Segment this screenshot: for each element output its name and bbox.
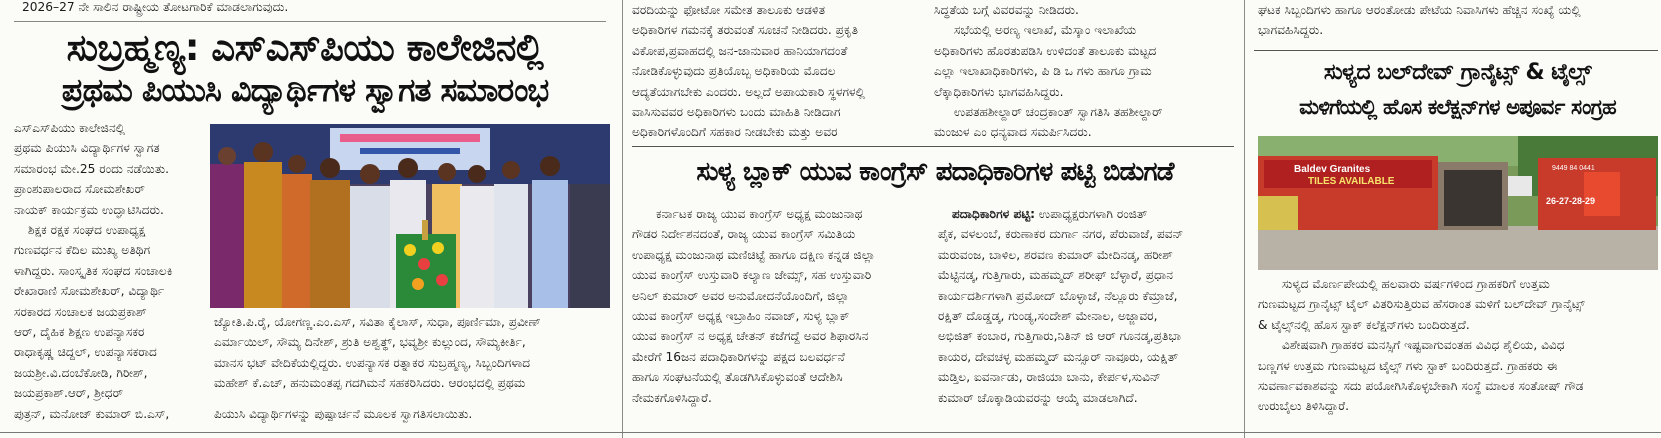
caption-line: ಮಾನಸ ಭಟ್ ವೇದಿಕೆಯಲ್ಲಿದ್ದರು. ಉಪನ್ಯಾಸಕ ರತ್ನಾಕರ ಸುಬ್ರಹ್ಮಣ್ಯ, ಸಿಬ್ಬಂದಿಗಳಾದ	[214, 355, 531, 370]
body-line: ಬಣ್ಣಗಳ ಉತ್ತಮ ಗುಣಮಟ್ಟದ ಟೈಲ್ಸ್ ಗಳು ಸ್ಟಾಕ್ ಬಂದಿರುತ್ತದೆ. ಗ್ರಾಹಕರು ಈ	[1258, 358, 1558, 373]
body-line: ಹಾಗೂ ಸಂಘಟನೆಯಲ್ಲಿ ತೊಡಗಿಸಿಕೊಳ್ಳುವಂತೆ ಆದೇಶಿಸಿ	[632, 370, 843, 385]
body-line: ಅಭಿಜಿತ್ ಕಂಬಾರ, ಗುತ್ತಿಗಾರು,ನಿತಿನ್ ಜಿ ಆರ್ ಗೂನಡ್ಕ,ಪ್ರತಿಭಾ	[938, 329, 1182, 344]
body-line: ಸುವರ್ಣಾವಕಾಶವನ್ನು ಸದು ಪಯೋಗಿಸಿಕೊಳ್ಳಬೇಕಾಗಿ ಸಂಸ್ಥೆ ಮಾಲಕ ಸಂತೋಷ್ ಗೌಡ	[1258, 379, 1584, 394]
officers-list-label: ಪದಾಧಿಕಾರಿಗಳ ಪಟ್ಟಿ:	[952, 207, 1036, 221]
top-continued	[1258, 0, 1658, 41]
body-line: ಯುವ ಕಾಂಗ್ರೆಸ್ ಉಸ್ತುವಾರಿ ಕಲ್ಯಾಣ ಜೇಮ್ಸ್, ಸಹ ಉಸ್ತುವಾರಿ	[632, 268, 872, 283]
body-line: ಮರುವಂಜ, ಬಾಳಿಲ, ಶರವಣ ಕುಮಾರ್ ಮೇದಿನಡ್ಕ, ಹರೀಶ್	[938, 247, 1173, 262]
headline-line-1: ಸುಬ್ರಹ್ಮಣ್ಯ: ಎಸ್‌ಎಸ್‌ಪಿಯು ಕಾಲೇಜಿನಲ್ಲಿ	[66, 26, 544, 69]
body-line: ಗುಣಮಟ್ಟದ ಗ್ರಾನೈಟ್ಸ್ ಟೈಲ್ ವಿತರಿಸುತ್ತಿರುವ ಹೆಸರಾಂತ ಮಳಿಗೆ ಬಲ್‌ದೇವ್ ಗ್ರಾನೈಟ್ಸ್	[1258, 297, 1585, 312]
body-line: ನಾಯಕ್ ಕಾರ್ಯಕ್ರಮ ಉದ್ಘಾಟಿಸಿದರು.	[14, 202, 164, 217]
body-line: ಭಾಗವಹಿಸಿದ್ದರು.	[1258, 23, 1324, 38]
body-line: ರಾಧಾಕೃಷ್ಣ ಚಿದ್ದಲ್, ಉಪನ್ಯಾಸಕರಾದ	[14, 345, 157, 360]
headline-line-2: ಪ್ರಥಮ ಪಿಯುಸಿ ವಿದ್ಯಾರ್ಥಿಗಳ ಸ್ವಾಗತ ಸಮಾರಂಭ	[61, 71, 549, 109]
body-line: ಪ್ರಥಮ ಪಿಯುಸಿ ವಿದ್ಯಾರ್ಥಿಗಳ ಸ್ವಾಗತ	[14, 141, 160, 156]
body-line: ಮೆಟ್ಟಿನಡ್ಕ, ಗುತ್ತಿಗಾರು, ಮಹಮ್ಮದ್ ಶರೀಫ್ ಬೆಳ್ಳಾರೆ, ಪ್ರಧಾನ	[938, 268, 1174, 283]
shop-sign-phone: 9449 84 0441	[1552, 165, 1595, 172]
body-line: ಘಟಕ ಸಿಬ್ಬಂದಿಗಳು ಹಾಗೂ ಆರಂತೋಡು ಪೇಟೆಯ ನಿವಾಸಿಗಳು ಹೆಚ್ಚಿನ ಸಂಖ್ಯೆ ಯಲ್ಲಿ	[1258, 3, 1581, 17]
body-line: ರೇಖಾರಾಣಿ ಸೋಮಶೇಖರ್, ವಿದ್ಯಾರ್ಥಿ	[14, 284, 165, 299]
event-photo	[210, 124, 610, 308]
body-line: ಅಧಿಕಾರಿಗಳು ಹೊರತುಪಡಿಸಿ ಉಳಿದಂತೆ ತಾಲೂಕು ಮಟ್ಟದ	[934, 43, 1157, 58]
top-line-text: 2026–27 ನೇ ಸಾಲಿನ ರಾಷ್ಟ್ರೀಯ ತೋಟಗಾರಿಕೆ ಮಾಡಲಾಗುವುದು.	[22, 0, 289, 14]
shop-sign-name: Baldev Granites	[1294, 164, 1371, 175]
article-subrahmanya	[0, 0, 610, 438]
caption-line: ಮಹೇಶ್ ಕೆ.ಎಚ್, ಹನುಮಂತಪ್ಪ ಗದಗಿಮನೆ ಸಹಕರಿಸಿದರು. ಆರಂಭದಲ್ಲಿ ಪ್ರಥಮ	[214, 376, 526, 391]
body-line: ಳಾಗಿದ್ದರು. ಸಾಂಸ್ಕೃತಿಕ ಸಂಘದ ಸಂಚಾಲಕಿ	[14, 263, 173, 278]
body-line: ಪೈಕ, ವಳಲಂಬೆ, ಕರುಣಾಕರ ದುರ್ಗಾ ನಗರ, ಪೆರುವಾಜೆ, ಪವನ್	[938, 227, 1184, 242]
column-rule	[1244, 0, 1245, 438]
body-line: ವಿಶೇಷವಾಗಿ ಗ್ರಾಹಕರ ಮನಸ್ಸಿಗೆ ಇಷ್ಟವಾಗುವಂತಹ ವಿವಿಧ ಶೈಲಿಯ, ವಿವಿಧ	[1282, 338, 1565, 353]
article-baldev-granites	[1254, 0, 1661, 438]
body-line: ಸಿದ್ಧತೆಯ ಬಗ್ಗೆ ವಿವರವನ್ನು ನೀಡಿದರು.	[934, 3, 1079, 17]
article-body-left	[632, 204, 932, 408]
caption-line: ಪಿಯುಸಿ ವಿದ್ಯಾರ್ಥಿಗಳನ್ನು ಪುಷ್ಪಾರ್ಚನೆ ಮೂಲಕ ಸ್ವಾಗತಿಸಲಾಯಿತು.	[214, 407, 473, 421]
shop-sign-offer: 26-27-28-29	[1546, 196, 1596, 206]
body-line: ಸಮಾರಂಭ ಮೇ.25 ರಂದು ನಡೆಯಿತು.	[14, 161, 170, 176]
divider	[632, 146, 1234, 147]
body-line: ವಿಕೋಪ,ಪ್ರವಾಹದಲ್ಲಿ ಜನ-ಜಾನುವಾರ ಹಾನಿಯಾಗದಂತೆ	[632, 43, 848, 58]
headline-line-2: ಮಳಿಗೆಯಲ್ಲಿ ಹೊಸ ಕಲೆಕ್ಷನ್‌ಗಳ ಅಪೂರ್ವ ಸಂಗ್ರಹ	[1299, 95, 1616, 119]
body-line: ಪ್ರಾಂಶುಪಾಲರಾದ ಸೋಮಶೇಖರ್	[14, 182, 145, 197]
body-line: ಕಾಯರ, ದೇವಚಳ್ಳ ಮಹಮ್ಮದ್ ಮನ್ಸೂರ್ ನಾವೂರು, ಯಕ್ಷಿತ್	[938, 349, 1179, 364]
body-line: ಆದ್ಯತೆಯಾಗಬೇಕು ಎಂದರು. ಅಲ್ಲದೆ ಅಪಾಯಕಾರಿ ಸ್ಥಳಗಳಲ್ಲಿ	[632, 84, 865, 99]
body-line: ಅಧಿಕಾರಿಗಳೊಂದಿಗೆ ಸಹಕಾರ ನೀಡಬೇಕು ಮತ್ತು ಅವರ	[632, 125, 838, 140]
body-line: ಮಡ್ತಿಲ, ಐವರ್ನಾಡು, ರಾಜಿಯಾ ಬಾನು, ಕೇರ್ಪಳ,ಸುವಿನ್	[938, 370, 1161, 385]
body-line: ಶಿಕ್ಷಕ ರಕ್ಷಕ ಸಂಘದ ಉಪಾಧ್ಯಕ್ಷ	[28, 223, 146, 238]
body-line: ಎಲ್ಲಾ ಇಲಾಖಾಧಿಕಾರಿಗಳು, ಪಿ ಡಿ ಒ ಗಳು ಹಾಗೂ ಗ್ರಾಮ	[934, 64, 1152, 79]
top-right-continued	[934, 0, 1234, 143]
shop-photo	[1258, 136, 1658, 270]
body-line: ಅನಿಲ್ ಕುಮಾರ್ ಅವರ ಅನುಮೋದನೆಯೊಂದಿಗೆ, ಜಿಲ್ಲಾ	[632, 288, 850, 303]
article-body	[1258, 274, 1658, 417]
body-line: ಸಭೆಯಲ್ಲಿ ಅರಣ್ಯ ಇಲಾಖೆ, ಮೆಸ್ಕಾಂ ಇಲಾಖೆಯ	[954, 23, 1137, 38]
body-line: ಆರ್, ದೈಹಿಕ ಶಿಕ್ಷಣ ಉಪನ್ಯಾಸಕರ	[14, 325, 145, 340]
divider	[14, 21, 606, 22]
bottom-rule	[0, 432, 1661, 433]
body-line: ಗೌಡರ ನಿರ್ದೇಶನದಂತೆ, ರಾಜ್ಯ ಯುವ ಕಾಂಗ್ರೆಸ್ ಸಮಿತಿಯ	[632, 227, 856, 242]
body-line: ಕರ್ನಾಟಕ ರಾಜ್ಯ ಯುವ ಕಾಂಗ್ರೆಸ್ ಅಧ್ಯಕ್ಷ ಮಂಜುನಾಥ	[656, 207, 863, 221]
body-line: ಪುತ್ರನ್, ಮನೋಜ್ ಕುಮಾರ್ ಬಿ.ಎಸ್,	[14, 407, 170, 421]
body-line: ಉಪಾಧ್ಯಕ್ಷರುಗಳಾಗಿ ರಂಜಿತ್	[1035, 207, 1148, 221]
body-line: ಸುಳ್ಯದ ಮೊರ್ಣಪೇಯಲ್ಲಿ ಹಲವಾರು ವರ್ಷಗಳಿಂದ ಗ್ರಾಹಕರಿಗೆ ಉತ್ತಮ	[1282, 277, 1550, 291]
photo-caption	[214, 312, 610, 394]
body-line: ಕಾರ್ಯದರ್ಶಿಗಳಾಗಿ ಪ್ರಮೋದ್ ಬೊಳ್ಳಾಜೆ, ನೆಲ್ಲೂರು ಕೆಮ್ರಾಜೆ,	[938, 288, 1178, 303]
top-left-continued	[632, 0, 924, 143]
column-rule	[622, 0, 623, 438]
body-line: ಉರುಬೈಲು ತಿಳಿಸಿದ್ದಾರೆ.	[1258, 399, 1350, 414]
body-line: ಉಪತಹಶೀಲ್ದಾರ್ ಚಂದ್ರಕಾಂತ್ ಸ್ವಾಗತಿಸಿ ತಹಶೀಲ್ದಾರ್	[954, 105, 1163, 120]
headline: ಸುಳ್ಯ ಬ್ಲಾಕ್ ಯುವ ಕಾಂಗ್ರೆಸ್ ಪದಾಧಿಕಾರಿಗಳ ಪಟ್ಟಿ ಬಿಡುಗಡೆ	[696, 157, 1174, 187]
shop-sign-tiles: TILES AVAILABLE	[1308, 176, 1395, 187]
body-line: ಮೇರೆಗೆ 16ಜನ ಪದಾಧಿಕಾರಿಗಳನ್ನು ಪಕ್ಷದ ಬಲವರ್ಧನೆ	[632, 349, 845, 364]
article-body-right	[938, 204, 1238, 408]
body-line: ಕುಮಾರ್ ಚೊಕ್ಕಾಡಿಯವರನ್ನು ಆಯ್ಕೆ ಮಾಡಲಾಗಿದೆ.	[938, 390, 1138, 405]
body-line: ಜಯಪ್ರಕಾಶ್.ಆರ್, ಶ್ರೀಧರ್	[14, 386, 124, 401]
body-line: ವರದಿಯನ್ನು ಫೋಟೋ ಸಮೇತ ತಾಲೂಕು ಆಡಳಿತ	[632, 3, 826, 17]
body-line: ಜಯಶ್ರೀ.ವಿ.ದಂಬೆಕೋಡಿ, ಗಿರೀಶ್,	[14, 365, 148, 380]
body-line: ಸರಕಾರದ ಸಂಚಾಲಕ ಜಯಪ್ರಕಾಶ್	[14, 304, 147, 319]
body-line: ಗುಣವರ್ಧನ ಕೆದಿಲ ಮುಖ್ಯ ಅತಿಥಿಗ	[14, 243, 151, 258]
body-line: ಅಧಿಕಾರಿಗಳ ಗಮನಕ್ಕೆ ತರುವಂತೆ ಸೂಚನೆ ನೀಡಿದರು. ಪ್ರಕೃತಿ	[632, 23, 859, 38]
body-line: ರಕ್ಷಿತ್ ದೊಡ್ಡಡ್ಕ, ಗುಂಡ್ಯ,ಸಂದೇಶ್ ಮೇನಾಲ, ಅಜ್ಜಾವರ,	[938, 309, 1158, 324]
body-line: ಉಪಾಧ್ಯಕ್ಷ ಮಂಜುನಾಥ ಮಣಿಚಿಟ್ಟೆ ಹಾಗೂ ದಕ್ಷಿಣ ಕನ್ನಡ ಜಿಲ್ಲಾ	[632, 247, 876, 262]
body-line: ಯುವ ಕಾಂಗ್ರೆಸ್ ಅಧ್ಯಕ್ಷ ಇಬ್ರಾಹಿಂ ನವಾಜ್, ಸುಳ್ಯ ಬ್ಲಾಕ್	[632, 309, 850, 324]
body-line: ವಾಸಿಸುವವರ ಅಧಿಕಾರಿಗಳು ಬಂದು ಮಾಹಿತಿ ನೀಡಿದಾಗ	[632, 105, 841, 120]
divider	[1254, 50, 1658, 51]
body-line: & ಟೈಲ್ಸ್‌ನಲ್ಲಿ ಹೊಸ ಸ್ಟಾಕ್ ಕಲೆಕ್ಷನ್‌ಗಳು ಬಂದಿರುತ್ತದೆ.	[1258, 317, 1470, 332]
body-line: ಯುವ ಕಾಂಗ್ರೆಸ್ ನ ಅಧ್ಯಕ್ಷ ಚೇತನ್ ಕಜೆಗದ್ದೆ ಅವರ ಶಿಫಾರಸಿನ	[632, 329, 869, 344]
body-line: ಎಸ್‌ಎಸ್‌ಪಿಯು ಕಾಲೇಜಿನಲ್ಲಿ	[14, 121, 125, 135]
article-body	[14, 118, 197, 404]
article-youth-congress	[632, 0, 1238, 438]
caption-line: ಜ್ಯೋತಿ.ಪಿ.ರೈ, ಯೋಗಣ್ಣ.ಎಂ.ಎಸ್, ಸವಿತಾ ಕೈಲಾಸ್, ಸುಧಾ, ಪೂರ್ಣಿಮಾ, ಪ್ರವೀಣ್	[214, 315, 541, 329]
body-line: ಮಂಜುಳ ಎಂ ಧನ್ಯವಾದ ಸಮರ್ಪಿಸಿದರು.	[934, 125, 1092, 140]
caption-line: ಎರ್ಮಾಯಿಲ್, ಸೌಮ್ಯ ದಿನೇಶ್, ಶ್ರುತಿ ಅಶ್ವತ್ಥ್, ಭವ್ಯಶ್ರೀ ಕುಲ್ಲುಂದ, ಸೌಮ್ಯಕೀರ್ತಿ,	[214, 335, 526, 350]
body-line: ನೇಮಕಗೊಳಿಸಿದ್ದಾರೆ.	[632, 390, 712, 405]
body-line: ಲೆಕ್ಕಾಧಿಕಾರಿಗಳು ಭಾಗವಹಿಸಿದ್ದರು.	[934, 84, 1064, 99]
headline-line-1: ಸುಳ್ಯದ ಬಲ್‌ದೇವ್ ಗ್ರಾನೈಟ್ಸ್ & ಟೈಲ್ಸ್	[1323, 60, 1592, 85]
body-line: ನೋಡಿಕೊಳ್ಳುವುದು ಪ್ರತಿಯೊಬ್ಬ ಅಧಿಕಾರಿಯ ಮೊದಲ	[632, 64, 836, 79]
